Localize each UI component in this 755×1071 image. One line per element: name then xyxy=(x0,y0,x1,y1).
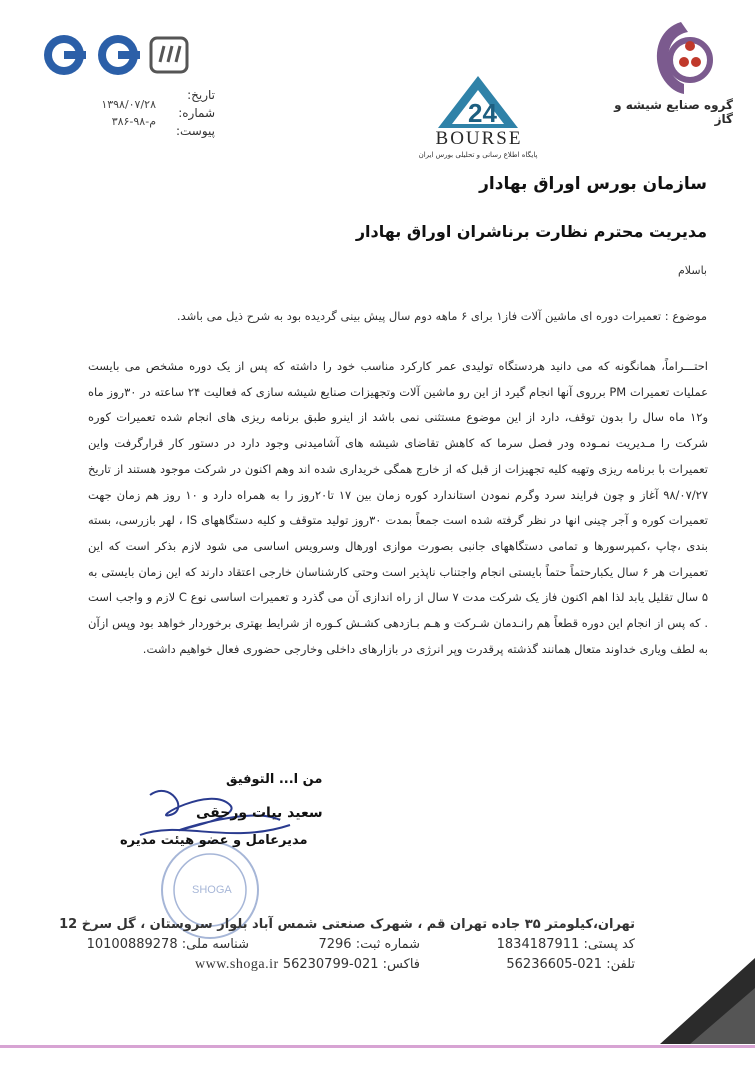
tuv-nord-cert-icon xyxy=(94,32,144,78)
phone-value: 021-56236605 xyxy=(506,957,603,972)
footer-registration xyxy=(318,937,420,952)
date-value: ۱۳۹۸/۰۷/۲۸ xyxy=(101,98,156,111)
national-id-value: 10100889278 xyxy=(86,937,178,952)
signatory-title: مدیرعامل و عضو هیئت مدیره xyxy=(120,833,308,848)
bourse-subtitle: پایگاه اطلاع رسانی و تحلیلی بورس ایران xyxy=(418,151,538,159)
svg-text:24: 24 xyxy=(468,98,497,128)
fax-value: 021-56230799 xyxy=(282,957,379,972)
footer-national-id xyxy=(87,937,249,952)
bourse-wordmark: BOURSE xyxy=(435,128,523,149)
addressee-organization: سازمان بورس اوراق بهادار xyxy=(479,174,707,194)
national-id-label: شناسه ملی: xyxy=(181,937,249,952)
greeting: باسلام xyxy=(677,264,707,277)
addressee-department: مدیریت محترم نظارت برناشران اوراق بهادار xyxy=(355,222,707,241)
footer-fax xyxy=(283,957,420,972)
meta-values xyxy=(86,96,156,130)
number-value: ۳۸۶-م-۹۸ xyxy=(111,115,156,128)
company-name: گروه صنایع شیشه و گاز xyxy=(614,98,733,126)
svg-text:SHOGA: SHOGA xyxy=(192,884,232,896)
footer-postal xyxy=(497,937,635,952)
footer-phone xyxy=(506,957,635,972)
registration-label: شماره ثبت: xyxy=(355,937,420,952)
decorative-corner-wedge-icon xyxy=(660,958,755,1048)
iran-standard-icon xyxy=(148,32,190,78)
company-website-link[interactable]: www.shoga.ir xyxy=(195,957,279,972)
postal-label: کد پستی: xyxy=(583,937,635,952)
footer-divider-line xyxy=(0,1045,755,1048)
letter-subject: موضوع : تعمیرات دوره ای ماشین آلات فاز۱ برای ۶ ماهه دوم سال پیش بینی گردیده بود به شرح ذیل می باشد. xyxy=(176,309,707,323)
number-label: شماره: xyxy=(178,106,215,120)
postal-value: 1834187911 xyxy=(496,937,580,952)
company-logo-icon xyxy=(646,18,716,98)
signatory-name: سعید بیات ورحقی xyxy=(196,805,323,821)
footer-address: تهران،کیلومتر ۳۵ جاده تهران قم ، شهرک صنعتی شمس آباد بلوار سروستان ، گل سرخ 12 xyxy=(59,917,635,932)
registration-value: 7296 xyxy=(318,937,352,952)
letter-body: احتـــراماً، همانگونه که می دانید هردستگاه تولیدی عمر کارکرد مناسب خود را داشته که پس از یک دوره مشخص می بایست عملیات تعمیرات PM برروی آنها انجام گیرد از این رو ماشین آلات وتجهیزات صنایع شیشه سازی که فعالیت ۲۴ ساعته در ۳۰روز ماه و۱۲ ماه سال را بدون توقف، دارد از این موضوع مستثنی نمی باشد از اینرو طبق برنامه ریزی های انجام شده تعمیرات کوره شرکت را مـدیریت نمـوده ودر فصل سرما که کاهش تقاضای شیشه های آشامیدنی وجود دارد در دستور کار قرارگرفت واین تعمیرات با برنامه ریزی وتهیه کلیه تجهیزات از قبل که از خارج همگی خریداری شده اند وهم اکنون در شرکت موجود هستند از تاریخ ۹۸/۰۷/۲۷ آغاز و چون فرایند سرد وگرم نمودن استاندارد کوره زمان بین ۱۷ تا۲۰روز را به همراه دارد و ۱۰ روز هم زمان جهت تعمیرات کوره و آجر چینی انها در نظر گرفته شده است جمعاً بمدت ۳۰روز تولید متوقف و کلیه دستگاههای IS ، لهر بازرسی، بسته بندی ،چاپ ،کمپرسورها و تمامی دستگاههای جانبی بصورت موازی اورهال وسرویس اساسی می شود لازم بذکر است که این تعمیرات هر ۶ سال یکبارحتماً حتماً بایستی انجام واجتناب ناپذیر است وحتی کارشناسان خارجی اعتقاد دارند که این زمان بایستی به ۵ سال تقلیل یابد لذا اهم اکنون فاز یک شرکت مدت ۷ سال از راه اندازی آن می گذرد و تعمیرات اساسی نوع C لازم و واجب است . که پس از انجام این دوره قطعاً هم رانـدمان شـرکت و هـم بـازدهی کشـش کـوره از شرایط بهتری برخوردار خواهد بود وپس ازآن به لطف ویاری خداوند متعال همانند گذشته پرقدرت وپر انرژی در بازارهای داخلی وخارجی حضوری فعال خواهیم داشت. xyxy=(88,359,708,656)
fax-label: فاکس: xyxy=(382,957,420,972)
signature-closing: من ا... التوفیق xyxy=(226,772,323,787)
attachment-label: پیوست: xyxy=(175,124,215,138)
phone-label: تلفن: xyxy=(606,957,635,972)
tuv-nord-cert-icon xyxy=(40,32,90,78)
date-label: تاریخ: xyxy=(187,88,215,102)
